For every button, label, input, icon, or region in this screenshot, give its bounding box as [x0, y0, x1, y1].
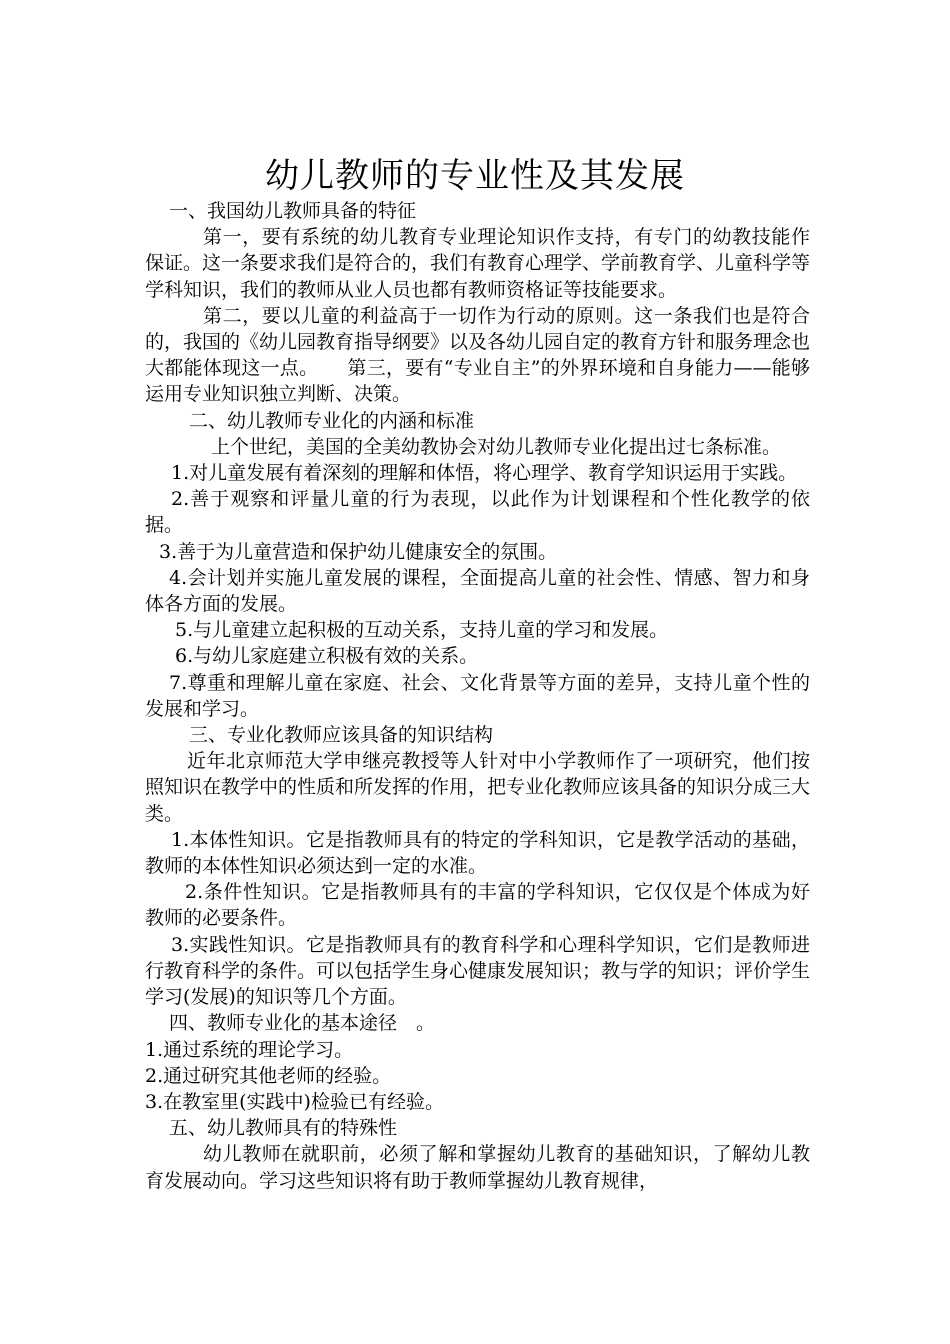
section-heading: 五、幼儿教师具有的特殊性	[169, 1117, 398, 1140]
document-title: 幼儿教师的专业性及其发展	[265, 156, 685, 196]
paragraph: 7.尊重和理解儿童在家庭、社会、文化背景等方面的差异，支持儿童个性的发展和学习。	[145, 671, 810, 720]
paragraph: 2.通过研究其他老师的经验。	[145, 1064, 392, 1087]
paragraph: 1.本体性知识。它是指教师具有的特定的学科知识，它是教学活动的基础，教师的本体性知识必须达到一定的水准。	[145, 828, 810, 878]
paragraph: 近年北京师范大学申继亮教授等人针对中小学教师作了一项研究，他们按照知识在教学中的性质和所发挥的作用，把专业化教师应该具备的知识分成三大类。	[145, 750, 811, 825]
paragraph: 第一，要有系统的幼儿教育专业理论知识作支持，有专门的幼教技能作保证。这一条要求我们是符合的，我们有教育心理学、学前教育学、儿童科学等学科知识，我们的教师从业人员也都有教师资格证等技能要求。	[145, 226, 811, 301]
paragraph: 2.善于观察和评量儿童的行为表现，以此作为计划课程和个性化教学的依据。	[145, 488, 810, 537]
paragraph: 1.通过系统的理论学习。	[145, 1038, 354, 1061]
paragraph: 5.与儿童建立起积极的互动关系，支持儿童的学习和发展。	[175, 619, 669, 642]
paragraph: 幼儿教师在就职前，必须了解和掌握幼儿教育的基础知识，了解幼儿教育发展动向。学习这些知识将有助于教师掌握幼儿教育规律，	[145, 1143, 810, 1192]
paragraph: 2.条件性知识。它是指教师具有的丰富的学科知识，它仅仅是个体成为好教师的必要条件。	[145, 881, 810, 930]
section-heading: 三、专业化教师应该具备的知识结构	[189, 724, 494, 747]
paragraph: 4.会计划并实施儿童发展的课程，全面提高儿童的社会性、情感、智力和身体各方面的发展。	[145, 566, 810, 616]
paragraph: 6.与幼儿家庭建立积极有效的关系。	[175, 645, 479, 668]
paragraph: 3.善于为儿童营造和保护幼儿健康安全的氛围。	[159, 540, 558, 563]
section-heading: 一、我国幼儿教师具备的特征	[169, 200, 417, 222]
section-heading: 四、教师专业化的基本途径 。	[169, 1012, 436, 1035]
section-heading: 二、幼儿教师专业化的内涵和标准	[189, 409, 475, 432]
paragraph: 上个世纪，美国的全美幼教协会对幼儿教师专业化提出过七条标准。	[211, 435, 782, 458]
document-body	[145, 198, 810, 1194]
paragraph: 3.在教室里(实践中)检验已有经验。	[145, 1090, 444, 1113]
paragraph: 第二，要以儿童的利益高于一切作为行动的原则。这一条我们也是符合的，我国的《幼儿园教育指导纲要》以及各幼儿园自定的教育方针和服务理念也大都能体现这一点。 第三，要有“专业自主”的外界环境和自身能力——能够运用专业知识独立判断、决策。	[145, 304, 811, 406]
paragraph: 3.实践性知识。它是指教师具有的教育科学和心理科学知识，它们是教师进行教育科学的条件。可以包括学生身心健康发展知识；教与学的知识；评价学生学习(发展)的知识等几个方面。	[145, 933, 811, 1009]
paragraph: 1.对儿童发展有着深刻的理解和体悟，将心理学、教育学知识运用于实践。	[171, 462, 798, 485]
